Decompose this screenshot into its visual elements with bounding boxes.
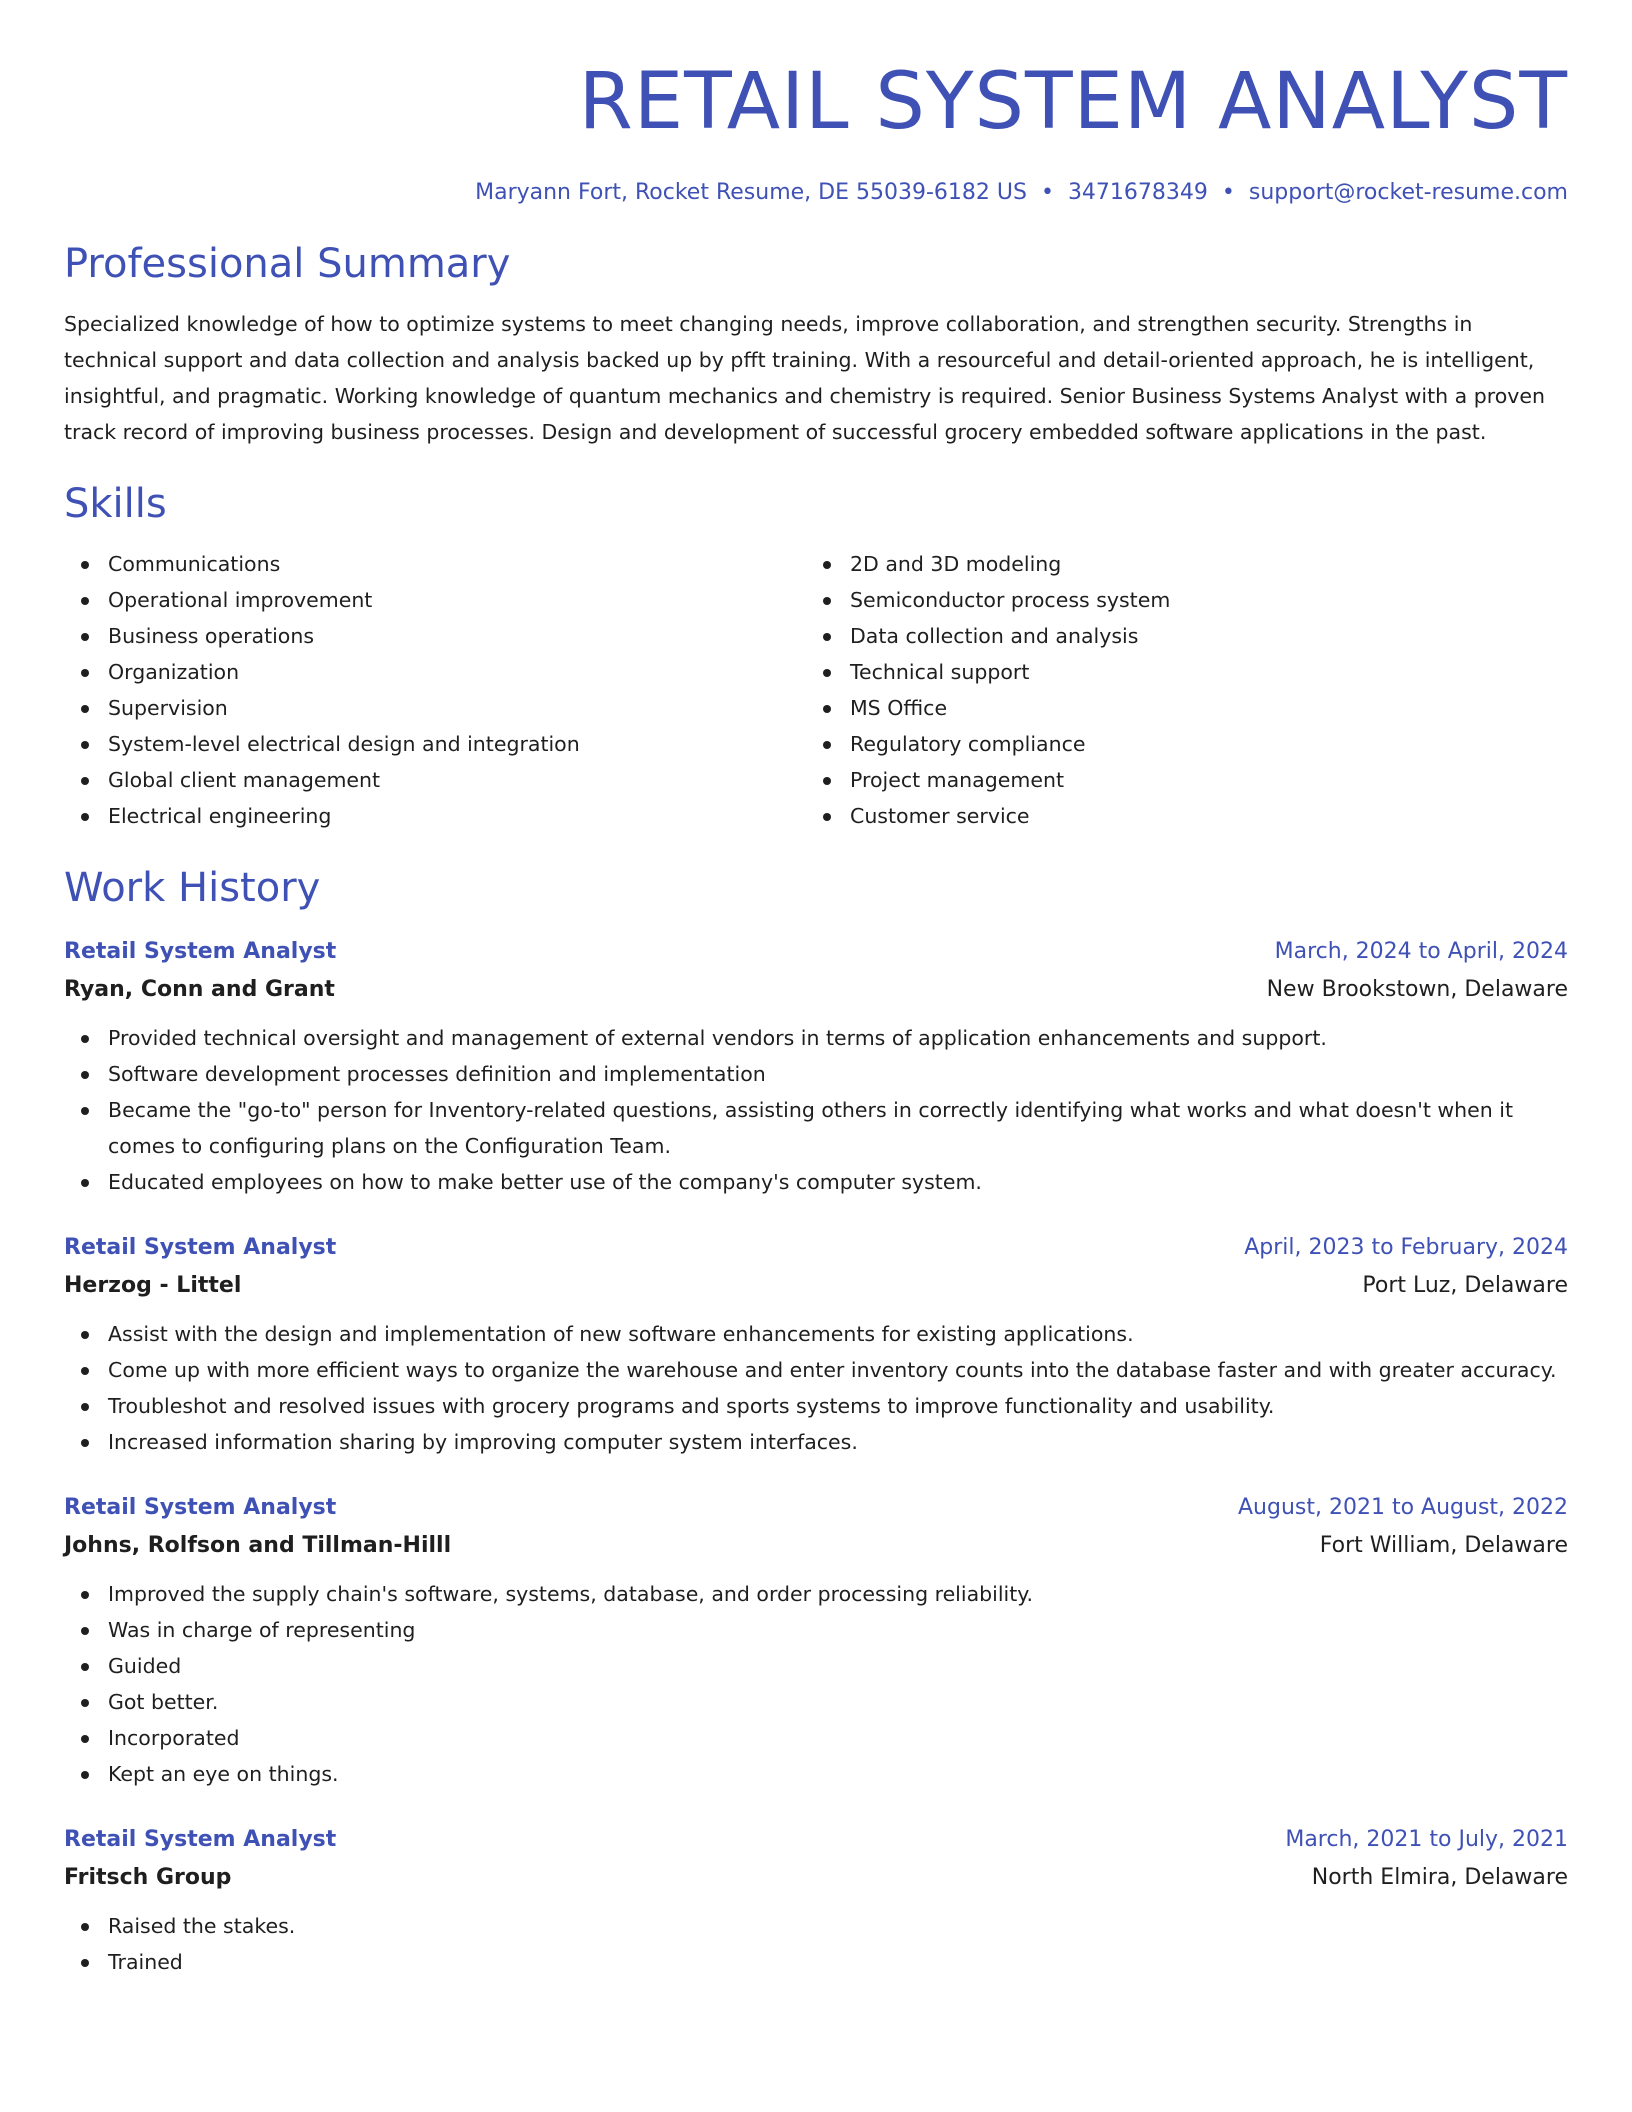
job-bullet: Guided	[108, 1648, 1568, 1684]
contact-address: Maryann Fort, Rocket Resume, DE 55039-6182 US	[475, 180, 1027, 205]
job-entry	[64, 1490, 1568, 1792]
job-bullets	[64, 1020, 1568, 1200]
professional-summary-section	[64, 238, 1568, 450]
job-bullet: Assist with the design and implementation of new software enhancements for existing applications.	[108, 1316, 1568, 1352]
resume-page	[64, 0, 1568, 1980]
job-dates: March, 2021 to July, 2021	[1285, 1827, 1568, 1852]
job-bullet: Incorporated	[108, 1720, 1568, 1756]
skill-item: System-level electrical design and integration	[108, 726, 806, 762]
contact-email: support@rocket-resume.com	[1248, 180, 1568, 205]
job-bullets	[64, 1316, 1568, 1460]
job-company: Fritsch Group	[64, 1865, 232, 1890]
skill-item: Supervision	[108, 690, 806, 726]
skill-item: Organization	[108, 654, 806, 690]
skill-item: Data collection and analysis	[850, 618, 1548, 654]
job-bullets	[64, 1576, 1568, 1792]
skill-item: Customer service	[850, 798, 1548, 834]
job-bullet: Come up with more efficient ways to organize the warehouse and enter inventory counts into the database faster and with greater accuracy.	[108, 1352, 1568, 1388]
job-title-row	[64, 934, 1568, 970]
contact-phone: 3471678349	[1067, 180, 1208, 205]
job-location: Port Luz, Delaware	[1362, 1273, 1568, 1298]
job-dates: March, 2024 to April, 2024	[1274, 939, 1568, 964]
skill-item: Operational improvement	[108, 582, 806, 618]
skill-item: Business operations	[108, 618, 806, 654]
job-company: Ryan, Conn and Grant	[64, 977, 335, 1002]
job-title: Retail System Analyst	[64, 1495, 337, 1520]
job-bullet: Got better.	[108, 1684, 1568, 1720]
job-dates: April, 2023 to February, 2024	[1244, 1235, 1568, 1260]
section-heading: Professional Summary	[64, 241, 511, 287]
skill-item: 2D and 3D modeling	[850, 546, 1548, 582]
skill-item: Communications	[108, 546, 806, 582]
job-company-row	[64, 970, 1568, 1010]
job-bullet: Educated employees on how to make better use of the company's computer system.	[108, 1164, 1568, 1200]
job-title: Retail System Analyst	[64, 1235, 337, 1260]
job-title-row	[64, 1822, 1568, 1858]
job-entry	[64, 1230, 1568, 1460]
contact-line	[64, 178, 1568, 208]
job-bullet: Improved the supply chain's software, systems, database, and order processing reliability.	[108, 1576, 1568, 1612]
job-company: Herzog - Littel	[64, 1273, 242, 1298]
section-heading: Work History	[64, 865, 321, 911]
summary-text: Specialized knowledge of how to optimize systems to meet changing needs, improve collaboration, and strengthen security. Strengths in technical support and data collection and analysis backed up by pfft training. With a resourceful and detail-oriented approach, he is intelligent, insightful, and pragmatic. Working knowledge of quantum mechanics and chemistry is required. Senior Business Systems Analyst with a proven track record of improving business processes. Design and development of successful grocery embedded software applications in the past.	[64, 312, 1545, 444]
job-bullet: Became the "go-to" person for Inventory-related questions, assisting others in correctly identifying what works and what doesn't when it comes to configuring plans on the Configuration Team.	[108, 1092, 1568, 1164]
skills-list-right	[806, 546, 1548, 834]
job-entry	[64, 934, 1568, 1200]
skill-item: Technical support	[850, 654, 1548, 690]
job-title: Retail System Analyst	[64, 1827, 337, 1852]
job-bullet: Trained	[108, 1944, 1568, 1980]
work-history-section	[64, 862, 1568, 1980]
skills-section	[64, 478, 1568, 834]
section-heading: Skills	[64, 481, 167, 527]
job-location: North Elmira, Delaware	[1311, 1865, 1568, 1890]
skill-item: Global client management	[108, 762, 806, 798]
skill-item: Regulatory compliance	[850, 726, 1548, 762]
job-dates: August, 2021 to August, 2022	[1238, 1495, 1568, 1520]
job-bullet: Kept an eye on things.	[108, 1756, 1568, 1792]
job-entry	[64, 1822, 1568, 1980]
skills-columns	[64, 546, 1568, 834]
job-bullet: Increased information sharing by improving computer system interfaces.	[108, 1424, 1568, 1460]
skills-list-left	[64, 546, 806, 834]
job-title: Retail System Analyst	[64, 939, 337, 964]
job-bullet: Was in charge of representing	[108, 1612, 1568, 1648]
job-bullet: Raised the stakes.	[108, 1908, 1568, 1944]
job-bullet: Troubleshot and resolved issues with grocery programs and sports systems to improve functionality and usability.	[108, 1388, 1568, 1424]
job-location: New Brookstown, Delaware	[1266, 977, 1568, 1002]
job-company-row	[64, 1266, 1568, 1306]
job-company: Johns, Rolfson and Tillman-Hilll	[64, 1533, 452, 1558]
resume-title: RETAIL SYSTEM ANALYST	[578, 57, 1568, 147]
job-bullets	[64, 1908, 1568, 1980]
job-title-row	[64, 1230, 1568, 1266]
job-bullet: Provided technical oversight and management of external vendors in terms of application enhancements and support.	[108, 1020, 1568, 1056]
skill-item: Electrical engineering	[108, 798, 806, 834]
skill-item: Project management	[850, 762, 1548, 798]
job-location: Fort William, Delaware	[1319, 1533, 1568, 1558]
job-title-row	[64, 1490, 1568, 1526]
job-company-row	[64, 1858, 1568, 1898]
job-bullet: Software development processes definition and implementation	[108, 1056, 1568, 1092]
separator-dot: •	[1040, 180, 1054, 205]
separator-dot: •	[1221, 180, 1235, 205]
job-company-row	[64, 1526, 1568, 1566]
skill-item: MS Office	[850, 690, 1548, 726]
skill-item: Semiconductor process system	[850, 582, 1548, 618]
